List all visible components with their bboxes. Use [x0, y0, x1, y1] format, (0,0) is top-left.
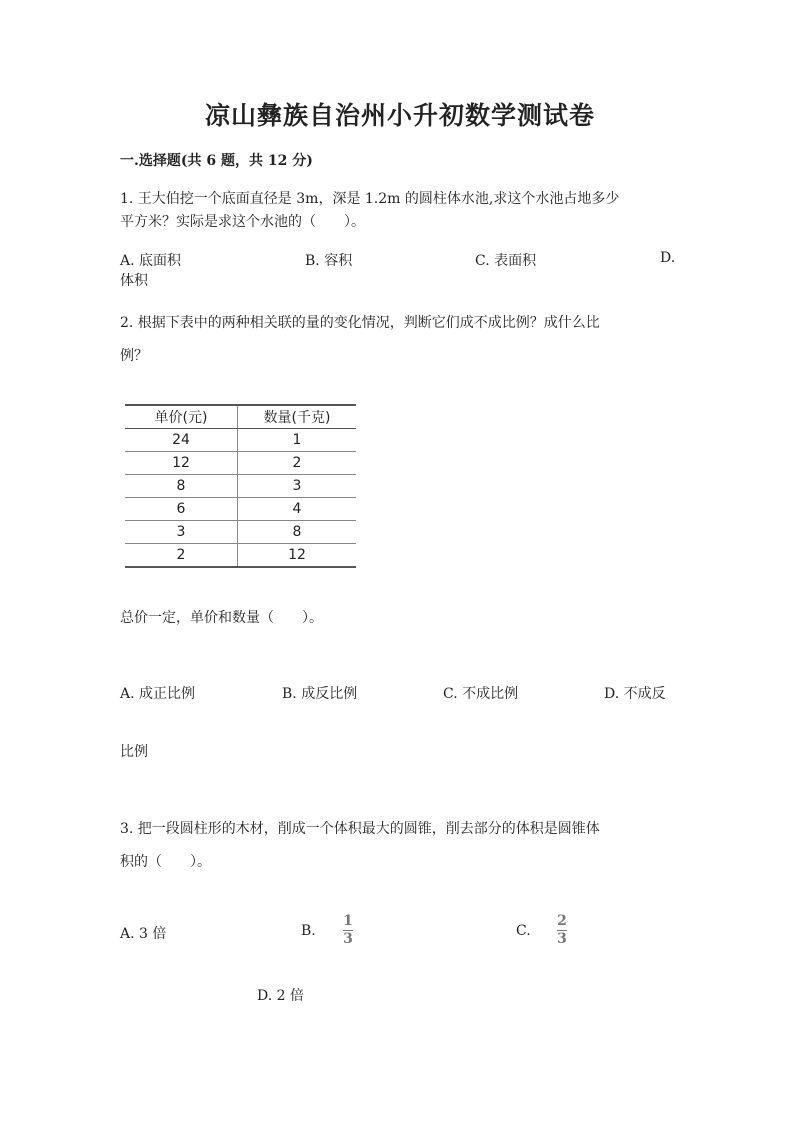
table-cell-unit-price: 6 — [125, 498, 238, 521]
table-cell-quantity: 4 — [238, 498, 357, 521]
question-3-line-2: 积的（ ）。 — [120, 854, 211, 870]
table-cell-quantity: 1 — [238, 429, 357, 452]
q1-option-b[interactable]: B. 容积 — [305, 253, 353, 269]
table-header-row — [125, 405, 356, 429]
price-quantity-table — [125, 404, 356, 568]
table-header-unit-price: 单价(元) — [125, 405, 238, 429]
table-cell-unit-price: 12 — [125, 452, 238, 475]
table-row — [125, 452, 356, 475]
q3-option-c-fraction — [557, 914, 567, 946]
q2-option-d[interactable]: D. 不成反 — [604, 686, 666, 702]
table-row — [125, 429, 356, 452]
table-cell-quantity: 12 — [238, 544, 357, 568]
fraction-denominator: 3 — [343, 931, 353, 947]
table-cell-quantity: 8 — [238, 521, 357, 544]
question-2-statement: 总价一定，单价和数量（ ）。 — [120, 610, 323, 626]
q3-option-c[interactable]: C. — [516, 923, 531, 939]
table-row — [125, 544, 356, 568]
question-2-line-2: 例？ — [120, 348, 148, 364]
table-header-quantity: 数量(千克) — [238, 405, 357, 429]
table-cell-quantity: 2 — [238, 452, 357, 475]
q3-option-d[interactable]: D. 2 倍 — [257, 988, 304, 1004]
fraction-numerator: 1 — [343, 913, 353, 929]
table-cell-unit-price: 2 — [125, 544, 238, 568]
table-cell-unit-price: 24 — [125, 429, 238, 452]
question-3-line-1: 3. 把一段圆柱形的木材，削成一个体积最大的圆锥，削去部分的体积是圆锥体 — [120, 821, 600, 837]
q2-option-d-continued: 比例 — [120, 744, 148, 760]
fraction-numerator: 2 — [557, 913, 567, 929]
question-1-line-1: 1. 王大伯挖一个底面直径是 3m，深是 1.2m 的圆柱体水池,求这个水池占地多少 — [120, 191, 620, 207]
section-heading: 一.选择题(共 6 题，共 12 分) — [120, 153, 313, 169]
q3-option-a[interactable]: A. 3 倍 — [120, 926, 167, 942]
q3-option-b-fraction — [343, 914, 353, 946]
q2-option-c[interactable]: C. 不成比例 — [443, 686, 519, 702]
q2-option-b[interactable]: B. 成反比例 — [282, 686, 358, 702]
question-2-line-1: 2. 根据下表中的两种相关联的量的变化情况，判断它们成不成比例？成什么比 — [120, 315, 600, 331]
table-cell-unit-price: 8 — [125, 475, 238, 498]
q1-option-c[interactable]: C. 表面积 — [475, 253, 537, 269]
question-1-line-2: 平方米？实际是求这个水池的（ ）。 — [120, 214, 365, 230]
q2-option-a[interactable]: A. 成正比例 — [120, 686, 196, 702]
q1-option-a[interactable]: A. 底面积 — [120, 253, 182, 269]
table-row — [125, 521, 356, 544]
q1-option-d-continued: 体积 — [120, 273, 148, 289]
table-cell-unit-price: 3 — [125, 521, 238, 544]
table-row — [125, 498, 356, 521]
table-row — [125, 475, 356, 498]
page-title: 凉山彝族自治州小升初数学测试卷 — [204, 101, 595, 130]
table-cell-quantity: 3 — [238, 475, 357, 498]
fraction-denominator: 3 — [557, 931, 567, 947]
q1-option-d[interactable]: D. — [660, 250, 676, 266]
q3-option-b[interactable]: B. — [301, 923, 316, 939]
